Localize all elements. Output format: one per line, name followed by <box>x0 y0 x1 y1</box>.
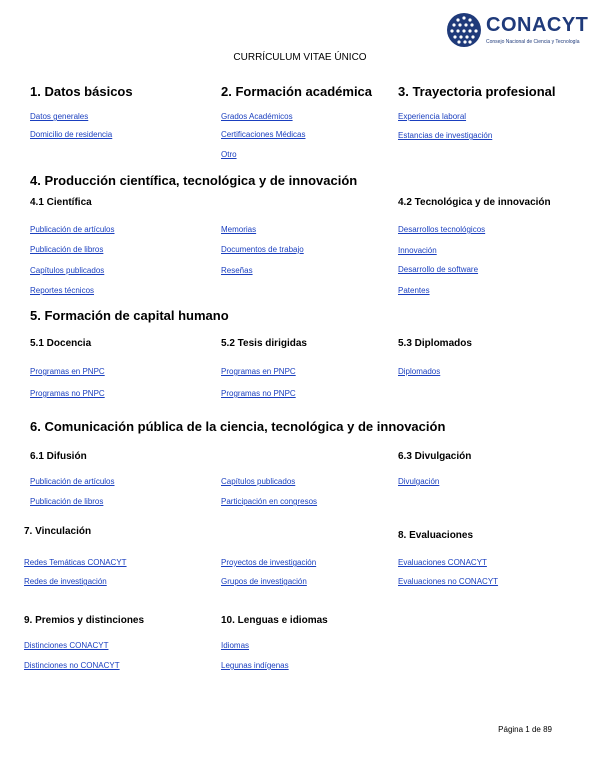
section-premios: 9. Premios y distinciones <box>24 615 145 626</box>
section-trayectoria-profesional: 3. Trayectoria profesional <box>398 84 556 99</box>
link-evaluaciones-conacyt[interactable]: Evaluaciones CONACYT <box>398 558 487 567</box>
conacyt-globe-icon <box>446 12 482 48</box>
link-capitulos-publicados[interactable]: Capítulos publicados <box>30 266 105 275</box>
document-title: CURRÍCULUM VITAE ÚNICO <box>233 52 367 63</box>
link-tesis-no-pnpc[interactable]: Programas no PNPC <box>221 389 296 398</box>
section-formacion-academica: 2. Formación académica <box>221 84 373 99</box>
link-reportes-tecnicos[interactable]: Reportes técnicos <box>30 286 95 295</box>
link-domicilio[interactable]: Domicilio de residencia <box>30 130 113 139</box>
section-produccion: 4. Producción científica, tecnológica y de innovación <box>30 173 358 188</box>
link-distinciones-no-conacyt[interactable]: Distinciones no CONACYT <box>24 661 120 670</box>
link-lenguas-indigenas[interactable]: Legunas indígenas <box>221 661 289 670</box>
link-difusion-libros[interactable]: Publicación de libros <box>30 497 104 506</box>
subsection-docencia: 5.1 Docencia <box>30 338 92 349</box>
link-docencia-pnpc[interactable]: Programas en PNPC <box>30 367 105 376</box>
link-redes-tematicas[interactable]: Redes Temáticas CONACYT <box>24 558 127 567</box>
link-redes-investigacion[interactable]: Redes de investigación <box>24 577 107 586</box>
link-estancias-investigacion[interactable]: Estancias de investigación <box>398 131 493 140</box>
subsection-tecnologica: 4.2 Tecnológica y de innovación <box>398 197 551 208</box>
logo-subtitle: Consejo Nacional de Ciencia y Tecnología <box>486 39 580 45</box>
link-grados-academicos[interactable]: Grados Académicos <box>221 112 293 121</box>
section-capital-humano: 5. Formación de capital humano <box>30 308 229 323</box>
link-innovacion[interactable]: Innovación <box>398 246 437 255</box>
link-desarrollos-tecnologicos[interactable]: Desarrollos tecnológicos <box>398 225 486 234</box>
section-lenguas: 10. Lenguas e idiomas <box>221 615 328 626</box>
link-publicacion-libros[interactable]: Publicación de libros <box>30 245 104 254</box>
section-evaluaciones: 8. Evaluaciones <box>398 530 474 541</box>
link-certificaciones-medicas[interactable]: Certificaciones Médicas <box>221 130 306 139</box>
link-distinciones-conacyt[interactable]: Distinciones CONACYT <box>24 641 109 650</box>
link-publicacion-articulos[interactable]: Publicación de artículos <box>30 225 115 234</box>
subsection-tesis-dirigidas: 5.2 Tesis dirigidas <box>221 338 307 349</box>
link-participacion-congresos[interactable]: Participación en congresos <box>221 497 318 506</box>
subsection-cientifica: 4.1 Científica <box>30 197 92 208</box>
page-number: Página 1 de 89 <box>498 725 552 734</box>
link-experiencia-laboral[interactable]: Experiencia laboral <box>398 112 467 121</box>
link-docencia-no-pnpc[interactable]: Programas no PNPC <box>30 389 105 398</box>
link-resenas[interactable]: Reseñas <box>221 266 253 275</box>
link-divulgacion[interactable]: Divulgación <box>398 477 440 486</box>
link-idiomas[interactable]: Idiomas <box>221 641 250 650</box>
link-memorias[interactable]: Memorias <box>221 225 257 234</box>
link-otro[interactable]: Otro <box>221 150 237 159</box>
link-datos-generales[interactable]: Datos generales <box>30 112 89 121</box>
subsection-diplomados: 5.3 Diplomados <box>398 338 472 349</box>
section-datos-basicos: 1. Datos básicos <box>30 84 133 99</box>
subsection-divulgacion: 6.3 Divulgación <box>398 451 472 462</box>
link-documentos-trabajo[interactable]: Documentos de trabajo <box>221 245 304 254</box>
link-desarrollo-software[interactable]: Desarrollo de software <box>398 265 479 274</box>
section-vinculacion: 7. Vinculación <box>24 526 92 537</box>
link-proyectos-investigacion[interactable]: Proyectos de investigación <box>221 558 317 567</box>
link-difusion-capitulos[interactable]: Capítulos publicados <box>221 477 296 486</box>
logo-name: CONACYT <box>486 14 589 36</box>
link-tesis-pnpc[interactable]: Programas en PNPC <box>221 367 296 376</box>
link-patentes[interactable]: Patentes <box>398 286 430 295</box>
conacyt-logo <box>446 12 596 52</box>
link-difusion-articulos[interactable]: Publicación de artículos <box>30 477 115 486</box>
link-evaluaciones-no-conacyt[interactable]: Evaluaciones no CONACYT <box>398 577 499 586</box>
link-diplomados[interactable]: Diplomados <box>398 367 441 376</box>
subsection-difusion: 6.1 Difusión <box>30 451 87 462</box>
link-grupos-investigacion[interactable]: Grupos de investigación <box>221 577 307 586</box>
section-comunicacion-publica: 6. Comunicación pública de la ciencia, tecnológica y de innovación <box>30 419 446 434</box>
